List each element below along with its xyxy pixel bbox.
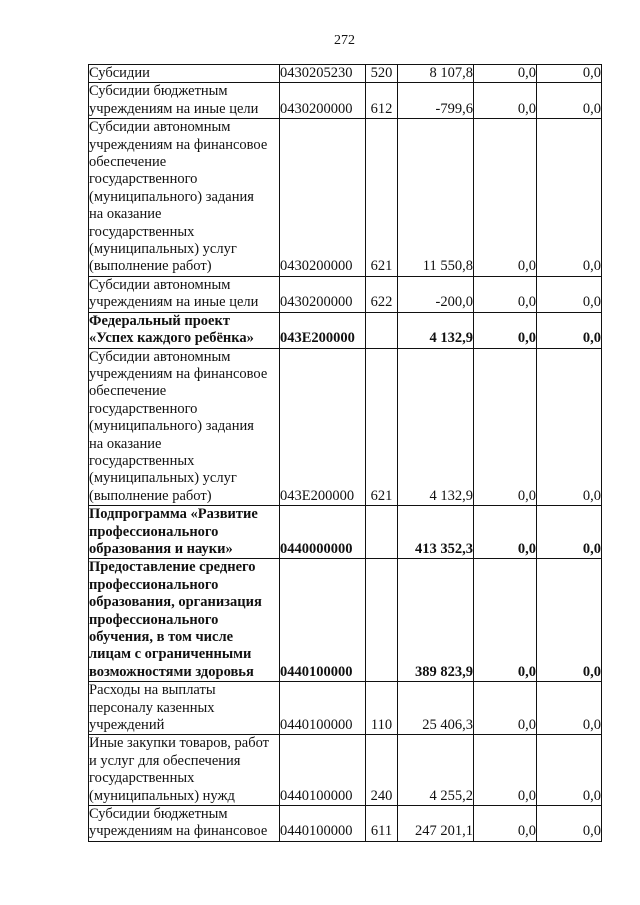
item-name-cell: Субсидии автономным учреждениям на финансовое обеспечение государственного (муниципального) задания на оказание государственных (муниципальных) услуг (выполнение работ) xyxy=(89,119,280,277)
table-row xyxy=(89,348,602,506)
type-cell: 621 xyxy=(366,348,398,506)
code-cell: 0430200000 xyxy=(280,83,366,119)
code-cell: 043E200000 xyxy=(280,348,366,506)
table-row-section xyxy=(89,312,602,348)
type-cell xyxy=(366,312,398,348)
table-row xyxy=(89,735,602,806)
table-row xyxy=(89,276,602,312)
code-cell: 0440100000 xyxy=(280,806,366,842)
amount-cell: 4 132,9 xyxy=(398,348,474,506)
amount-3-cell: 0,0 xyxy=(537,735,602,806)
type-cell: 622 xyxy=(366,276,398,312)
table-row xyxy=(89,682,602,735)
section-name-cell: Подпрограмма «Развитие профессионального образования и науки» xyxy=(89,506,280,559)
amount-3-cell: 0,0 xyxy=(537,506,602,559)
item-name-cell: Субсидии автономным учреждениям на иные цели xyxy=(89,276,280,312)
item-name-cell: Расходы на выплаты персоналу казенных учреждений xyxy=(89,682,280,735)
item-name-cell: Субсидии автономным учреждениям на финансовое обеспечение государственного (муниципального) задания на оказание государственных (муниципальных) услуг (выполнение работ) xyxy=(89,348,280,506)
code-cell: 0440100000 xyxy=(280,735,366,806)
type-cell: 110 xyxy=(366,682,398,735)
amount-cell: 8 107,8 xyxy=(398,65,474,83)
amount-2-cell: 0,0 xyxy=(474,506,537,559)
amount-3-cell: 0,0 xyxy=(537,312,602,348)
amount-2-cell: 0,0 xyxy=(474,348,537,506)
page-number: 272 xyxy=(334,33,355,48)
amount-2-cell: 0,0 xyxy=(474,806,537,842)
amount-2-cell: 0,0 xyxy=(474,682,537,735)
code-cell: 0430205230 xyxy=(280,65,366,83)
type-cell: 621 xyxy=(366,119,398,277)
code-cell: 043E200000 xyxy=(280,312,366,348)
amount-3-cell: 0,0 xyxy=(537,65,602,83)
section-name-cell: Предоставление среднего профессионального образования, организация профессионального обучения, в том числе лицам с ограниченными возможностями здоровья xyxy=(89,559,280,682)
amount-cell: 247 201,1 xyxy=(398,806,474,842)
amount-cell: 389 823,9 xyxy=(398,559,474,682)
amount-2-cell: 0,0 xyxy=(474,735,537,806)
table-row xyxy=(89,83,602,119)
amount-3-cell: 0,0 xyxy=(537,348,602,506)
amount-3-cell: 0,0 xyxy=(537,682,602,735)
table-row-section xyxy=(89,506,602,559)
amount-2-cell: 0,0 xyxy=(474,83,537,119)
type-cell: 611 xyxy=(366,806,398,842)
code-cell: 0430200000 xyxy=(280,119,366,277)
type-cell: 612 xyxy=(366,83,398,119)
code-cell: 0440000000 xyxy=(280,506,366,559)
amount-cell: 4 132,9 xyxy=(398,312,474,348)
amount-3-cell: 0,0 xyxy=(537,559,602,682)
amount-2-cell: 0,0 xyxy=(474,312,537,348)
amount-cell: -799,6 xyxy=(398,83,474,119)
code-cell: 0440100000 xyxy=(280,559,366,682)
type-cell: 240 xyxy=(366,735,398,806)
table-row xyxy=(89,65,602,83)
amount-3-cell: 0,0 xyxy=(537,119,602,277)
amount-cell: 11 550,8 xyxy=(398,119,474,277)
amount-2-cell: 0,0 xyxy=(474,276,537,312)
budget-table xyxy=(88,64,602,842)
item-name-cell: Субсидии бюджетным учреждениям на иные цели xyxy=(89,83,280,119)
amount-3-cell: 0,0 xyxy=(537,276,602,312)
amount-cell: -200,0 xyxy=(398,276,474,312)
table-row xyxy=(89,119,602,277)
item-name-cell: Субсидии бюджетным учреждениям на финансовое xyxy=(89,806,280,842)
amount-cell: 25 406,3 xyxy=(398,682,474,735)
amount-3-cell: 0,0 xyxy=(537,806,602,842)
table-row xyxy=(89,806,602,842)
section-name-cell: Федеральный проект «Успех каждого ребёнка» xyxy=(89,312,280,348)
amount-3-cell: 0,0 xyxy=(537,83,602,119)
amount-2-cell: 0,0 xyxy=(474,559,537,682)
type-cell xyxy=(366,506,398,559)
item-name-cell: Субсидии xyxy=(89,65,280,83)
code-cell: 0430200000 xyxy=(280,276,366,312)
type-cell: 520 xyxy=(366,65,398,83)
amount-2-cell: 0,0 xyxy=(474,65,537,83)
amount-cell: 4 255,2 xyxy=(398,735,474,806)
amount-2-cell: 0,0 xyxy=(474,119,537,277)
code-cell: 0440100000 xyxy=(280,682,366,735)
type-cell xyxy=(366,559,398,682)
item-name-cell: Иные закупки товаров, работ и услуг для обеспечения государственных (муниципальных) нужд xyxy=(89,735,280,806)
table-row-section xyxy=(89,559,602,682)
amount-cell: 413 352,3 xyxy=(398,506,474,559)
